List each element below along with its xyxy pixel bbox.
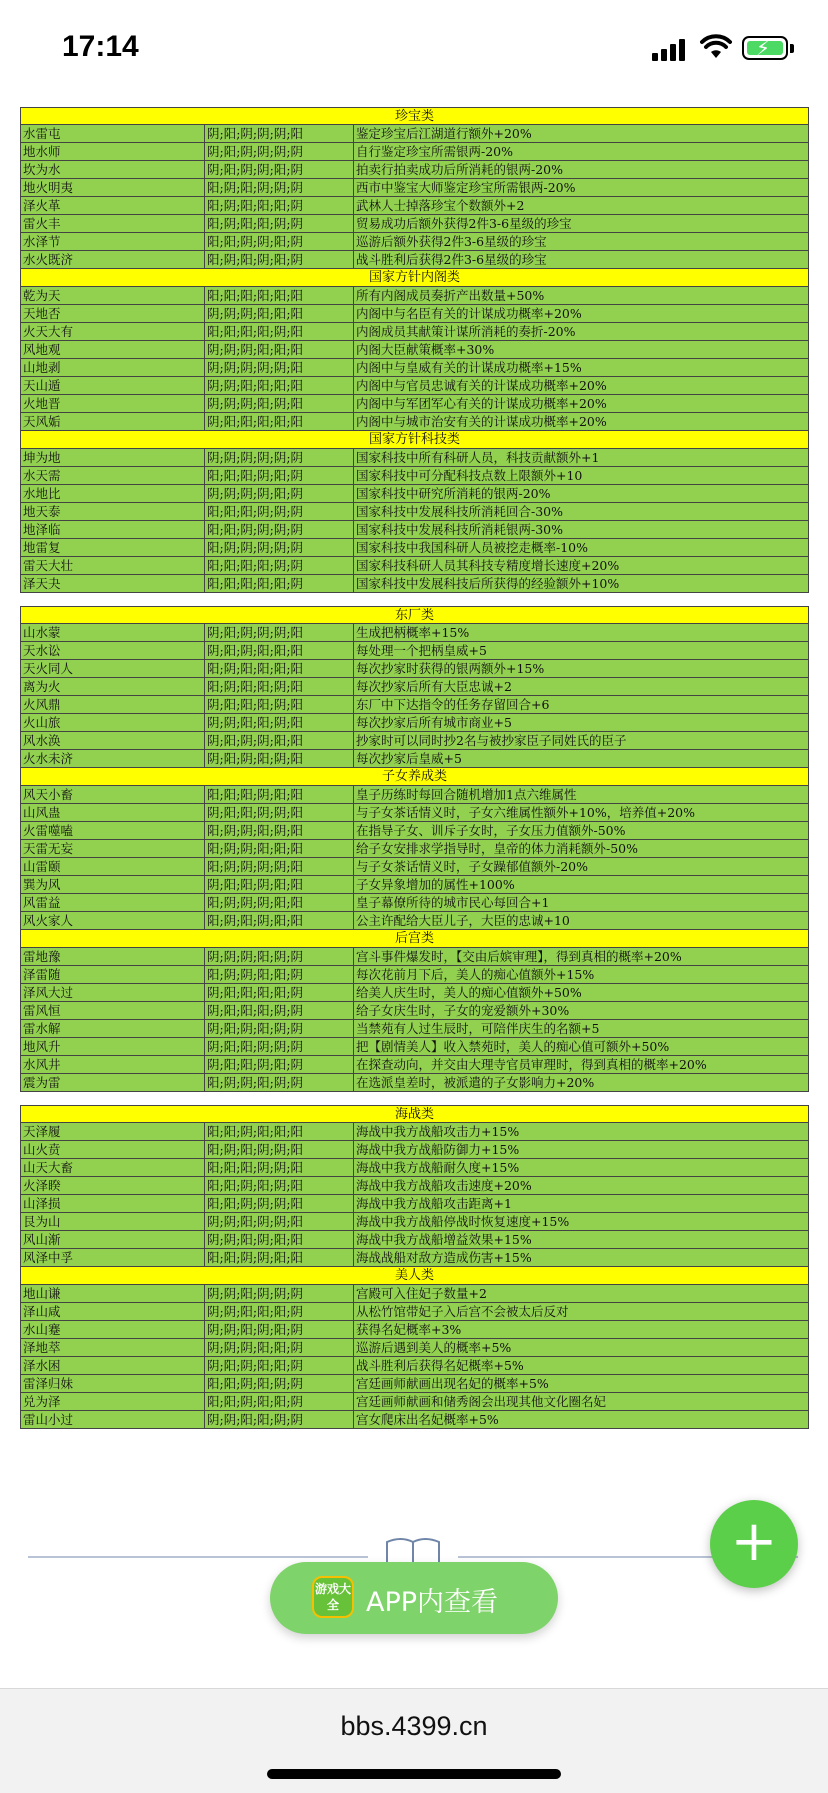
table-row <box>20 161 809 179</box>
table-row <box>20 539 809 557</box>
yinyang-pattern-cell: 阴;阳;阳;阳;阴;阴 <box>205 1002 354 1019</box>
effect-cell: 海战中我方战船攻击距离+1 <box>356 1196 512 1211</box>
hexagram-name-cell: 泽水困 <box>21 1357 205 1374</box>
hexagram-name-cell: 山火贲 <box>21 1141 205 1158</box>
table-row <box>20 1231 809 1249</box>
effect-cell: 巡游后额外获得2件3-6星级的珍宝 <box>356 234 547 249</box>
yinyang-pattern-cell: 阳;阴;阳;阳;阴;阳 <box>205 678 354 695</box>
yinyang-pattern-cell: 阳;阴;阴;阴;阴;阴 <box>205 539 354 556</box>
table-row <box>20 696 809 714</box>
hexagram-name-cell: 火天大有 <box>21 323 205 340</box>
yinyang-pattern-cell: 阳;阳;阳;阳;阴;阴 <box>205 557 354 574</box>
effect-cell: 内阁中与官员忠诚有关的计谋成功概率+20% <box>356 378 607 393</box>
hexagram-name-cell: 兑为泽 <box>21 1393 205 1410</box>
effect-cell: 每次抄家后皇威+5 <box>356 751 462 766</box>
yinyang-pattern-cell: 阳;阳;阳;阳;阴;阳 <box>205 323 354 340</box>
section-header: 美人类 <box>20 1267 809 1285</box>
effect-cell: 宫廷画师献画和储秀阁会出现其他文化圈名妃 <box>356 1394 607 1409</box>
hexagram-name-cell: 山地剥 <box>21 359 205 376</box>
table-row <box>20 143 809 161</box>
hexagram-name-cell: 地风升 <box>21 1038 205 1055</box>
effect-cell: 内阁大臣献策概率+30% <box>356 342 495 357</box>
hexagram-name-cell: 雷地豫 <box>21 948 205 965</box>
hexagram-name-cell: 风山渐 <box>21 1231 205 1248</box>
yinyang-pattern-cell: 阴;阳;阴;阳;阳;阴 <box>205 1357 354 1374</box>
hexagram-name-cell: 天泽履 <box>21 1123 205 1140</box>
charging-bolt-icon: ⚡ <box>756 36 771 60</box>
yinyang-pattern-cell: 阳;阳;阴;阴;阳;阳 <box>205 1249 354 1266</box>
wifi-icon <box>700 34 732 60</box>
url-text[interactable]: bbs.4399.cn <box>340 1711 488 1741</box>
yinyang-pattern-cell: 阳;阳;阴;阳;阴;阴 <box>205 1375 354 1392</box>
yinyang-pattern-cell: 阳;阳;阳;阳;阳;阳 <box>205 287 354 304</box>
hexagram-name-cell: 地雷复 <box>21 539 205 556</box>
table-row <box>20 624 809 642</box>
hexagram-name-cell: 地火明夷 <box>21 179 205 196</box>
table-row <box>20 305 809 323</box>
effect-cell: 西市中鉴宝大师鉴定珍宝所需银两-20% <box>356 180 576 195</box>
table-row <box>20 287 809 305</box>
effect-cell: 与子女茶话情义时，子女六维属性额外+10%，培养值+20% <box>356 805 696 820</box>
effect-cell: 宫殿可入住妃子数量+2 <box>356 1286 487 1301</box>
yinyang-pattern-cell: 阳;阴;阴;阳;阳;阳 <box>205 840 354 857</box>
yinyang-pattern-cell: 阴;阳;阳;阴;阳;阴 <box>205 1056 354 1073</box>
table-row <box>20 1249 809 1267</box>
effect-cell: 公主许配给大臣儿子，大臣的忠诚+10 <box>356 913 570 928</box>
hexagram-name-cell: 泽火革 <box>21 197 205 214</box>
hexagram-name-cell: 天风姤 <box>21 413 205 430</box>
hexagram-name-cell: 泽天夬 <box>21 575 205 592</box>
divider-left <box>28 1556 368 1558</box>
table-row <box>20 1357 809 1375</box>
effect-cell: 国家科技中发展科技所消耗回合-30% <box>356 504 564 519</box>
hexagram-name-cell: 火山旅 <box>21 714 205 731</box>
table-row <box>20 966 809 984</box>
hexagram-name-cell: 水泽节 <box>21 233 205 250</box>
table-row <box>20 1303 809 1321</box>
hexagram-name-cell: 雷火丰 <box>21 215 205 232</box>
table-row <box>20 1393 809 1411</box>
hexagram-name-cell: 乾为天 <box>21 287 205 304</box>
effect-cell: 国家科技中我国科研人员被挖走概率-10% <box>356 540 589 555</box>
yinyang-pattern-cell: 阳;阴;阴;阴;阴;阳 <box>205 858 354 875</box>
yinyang-pattern-cell: 阴;阳;阴;阴;阳;阳 <box>205 732 354 749</box>
table-row <box>20 714 809 732</box>
hexagram-name-cell: 泽地萃 <box>21 1339 205 1356</box>
table-row <box>20 575 809 593</box>
effect-cell: 与子女茶话情义时，子女躁郁值额外-20% <box>356 859 589 874</box>
hexagram-name-cell: 风地观 <box>21 341 205 358</box>
yinyang-pattern-cell: 阴;阴;阳;阳;阴;阴 <box>205 1411 354 1428</box>
hexagram-name-cell: 天水讼 <box>21 642 205 659</box>
table-row <box>20 1020 809 1038</box>
table-row <box>20 1038 809 1056</box>
effect-cell: 当禁苑有人过生辰时，可陪伴庆生的名额+5 <box>356 1021 600 1036</box>
section-header: 珍宝类 <box>20 107 809 125</box>
yinyang-pattern-cell: 阴;阴;阳;阴;阳;阴 <box>205 1321 354 1338</box>
plus-icon: + <box>730 1509 778 1574</box>
hexagram-name-cell: 天雷无妄 <box>21 840 205 857</box>
effect-cell: 在选派皇差时，被派遣的子女影响力+20% <box>356 1075 595 1090</box>
effect-cell: 自行鉴定珍宝所需银两-20% <box>356 144 514 159</box>
table-row <box>20 503 809 521</box>
effect-cell: 海战中我方战船停战时恢复速度+15% <box>356 1214 570 1229</box>
table-row <box>20 251 809 269</box>
yinyang-pattern-cell: 阴;阴;阴;阴;阳;阴 <box>205 485 354 502</box>
hexagram-name-cell: 泽雷随 <box>21 966 205 983</box>
effect-cell: 每处理一个把柄皇威+5 <box>356 643 487 658</box>
effect-cell: 从松竹馆带妃子入后宫不会被太后反对 <box>356 1304 569 1319</box>
hexagram-name-cell: 水雷屯 <box>21 125 205 142</box>
yinyang-pattern-cell: 阳;阴;阳;阴;阴;阴 <box>205 179 354 196</box>
table-row <box>20 804 809 822</box>
table-row <box>20 1195 809 1213</box>
table-row <box>20 125 809 143</box>
table-row <box>20 1285 809 1303</box>
hexagram-name-cell: 坎为水 <box>21 161 205 178</box>
yinyang-pattern-cell: 阳;阴;阳;阴;阳;阳 <box>205 912 354 929</box>
effect-cell: 宫女爬床出名妃概率+5% <box>356 1412 499 1427</box>
table-row <box>20 660 809 678</box>
hexagram-name-cell: 雷泽归妹 <box>21 1375 205 1392</box>
hexagram-name-cell: 山风蛊 <box>21 804 205 821</box>
hexagram-name-cell: 震为雷 <box>21 1074 205 1091</box>
table-row <box>20 215 809 233</box>
effect-cell: 海战中我方战船耐久度+15% <box>356 1160 520 1175</box>
hexagram-name-cell: 山雷颐 <box>21 858 205 875</box>
table-row <box>20 984 809 1002</box>
effect-cell: 海战中我方战船攻击力+15% <box>356 1124 520 1139</box>
hexagram-name-cell: 火雷噬嗑 <box>21 822 205 839</box>
effect-cell: 每次花前月下后，美人的痴心值额外+15% <box>356 967 595 982</box>
effect-cell: 给美人庆生时，美人的痴心值额外+50% <box>356 985 582 1000</box>
table-row <box>20 894 809 912</box>
table-row <box>20 179 809 197</box>
hexagram-name-cell: 地山谦 <box>21 1285 205 1302</box>
yinyang-pattern-cell: 阴;阳;阳;阴;阴;阴 <box>205 1038 354 1055</box>
yinyang-pattern-cell: 阴;阴;阴;阳;阳;阳 <box>205 305 354 322</box>
effect-cell: 国家科技科研人员其科技专精度增长速度+20% <box>356 558 620 573</box>
yinyang-pattern-cell: 阴;阴;阳;阴;阳;阳 <box>205 1231 354 1248</box>
effect-cell: 在探查动向，并交由大理寺官员审理时，得到真相的概率+20% <box>356 1057 707 1072</box>
table-row <box>20 1159 809 1177</box>
table-row <box>20 341 809 359</box>
table-row <box>20 233 809 251</box>
effect-cell: 生成把柄概率+15% <box>356 625 470 640</box>
table-row <box>20 395 809 413</box>
section-header: 国家方针科技类 <box>20 431 809 449</box>
hexagram-name-cell: 雷风恒 <box>21 1002 205 1019</box>
table-row <box>20 359 809 377</box>
table-row <box>20 840 809 858</box>
add-fab-button[interactable] <box>710 1500 798 1588</box>
effect-cell: 海战中我方战船增益效果+15% <box>356 1232 532 1247</box>
hexagram-name-cell: 天山遁 <box>21 377 205 394</box>
yinyang-pattern-cell: 阳;阴;阳;阳;阴;阴 <box>205 215 354 232</box>
hexagram-name-cell: 风泽中孚 <box>21 1249 205 1266</box>
effect-cell: 鉴定珍宝后江湖道行额外+20% <box>356 126 532 141</box>
table-row <box>20 1411 809 1429</box>
hexagram-name-cell: 雷天大壮 <box>21 557 205 574</box>
effect-cell: 海战中我方战船攻击速度+20% <box>356 1178 532 1193</box>
table-row <box>20 1321 809 1339</box>
effect-cell: 国家科技中研究所消耗的银两-20% <box>356 486 551 501</box>
hexagram-name-cell: 山天大畜 <box>21 1159 205 1176</box>
yinyang-pattern-cell: 阴;阳;阴;阳;阴;阴 <box>205 1020 354 1037</box>
yinyang-pattern-cell: 阳;阳;阳;阴;阴;阴 <box>205 503 354 520</box>
table-row <box>20 1141 809 1159</box>
open-in-app-label: APP内查看 <box>366 1587 499 1618</box>
app-logo-icon: 游戏大全 <box>312 1576 354 1618</box>
table-row <box>20 876 809 894</box>
table-row <box>20 1339 809 1357</box>
yinyang-pattern-cell: 阴;阳;阳;阳;阴;阳 <box>205 696 354 713</box>
table-row <box>20 822 809 840</box>
yinyang-pattern-cell: 阴;阳;阴;阴;阴;阳 <box>205 624 354 641</box>
browser-url-bar[interactable] <box>0 1688 828 1793</box>
effect-cell: 武林人士掉落珍宝个数额外+2 <box>356 198 525 213</box>
effect-cell: 东厂中下达指令的任务存留回合+6 <box>356 697 550 712</box>
yinyang-pattern-cell: 阳;阴;阳;阴;阴;阳 <box>205 1141 354 1158</box>
yinyang-pattern-cell: 阳;阴;阴;阳;阴;阴 <box>205 1074 354 1091</box>
effect-cell: 把【剧情美人】收入禁苑时，美人的痴心值可额外+50% <box>356 1039 670 1054</box>
yinyang-pattern-cell: 阳;阳;阴;阳;阳;阴 <box>205 1393 354 1410</box>
hexagram-name-cell: 天地否 <box>21 305 205 322</box>
effect-cell: 抄家时可以同时抄2名与被抄家臣子同姓氏的臣子 <box>356 733 627 748</box>
effect-cell: 贸易成功后额外获得2件3-6星级的珍宝 <box>356 216 572 231</box>
hexagram-name-cell: 地天泰 <box>21 503 205 520</box>
hexagram-name-cell: 风火家人 <box>21 912 205 929</box>
hexagram-name-cell: 艮为山 <box>21 1213 205 1230</box>
yinyang-pattern-cell: 阴;阳;阴;阴;阴;阴 <box>205 143 354 160</box>
clock: 17:14 <box>62 30 139 63</box>
hexagram-name-cell: 水风井 <box>21 1056 205 1073</box>
table-row <box>20 413 809 431</box>
yinyang-pattern-cell: 阳;阳;阳;阴;阳;阳 <box>205 786 354 803</box>
effect-cell: 获得名妃概率+3% <box>356 1322 462 1337</box>
hexagram-name-cell: 山泽损 <box>21 1195 205 1212</box>
effect-cell: 每次抄家时获得的银两额外+15% <box>356 661 545 676</box>
yinyang-pattern-cell: 阳;阴;阳;阳;阳;阳 <box>205 660 354 677</box>
hexagram-name-cell: 山水蒙 <box>21 624 205 641</box>
hexagram-name-cell: 泽风大过 <box>21 984 205 1001</box>
table-row <box>20 732 809 750</box>
yinyang-pattern-cell: 阳;阳;阴;阴;阳;阴 <box>205 233 354 250</box>
yinyang-pattern-cell: 阴;阴;阳;阴;阴;阳 <box>205 1213 354 1230</box>
hexagram-name-cell: 泽山咸 <box>21 1303 205 1320</box>
yinyang-pattern-cell: 阴;阴;阴;阳;阳;阳 <box>205 341 354 358</box>
open-in-app-button[interactable] <box>270 1562 558 1634</box>
hexagram-name-cell: 风雷益 <box>21 894 205 911</box>
section-header: 海战类 <box>20 1105 809 1123</box>
yinyang-pattern-cell: 阳;阳;阴;阳;阴;阳 <box>205 1177 354 1194</box>
hexagram-name-cell: 风水涣 <box>21 732 205 749</box>
yinyang-pattern-cell: 阳;阳;阳;阴;阳;阴 <box>205 467 354 484</box>
table-row <box>20 1002 809 1020</box>
cellular-signal-icon <box>652 37 688 61</box>
table-row <box>20 1375 809 1393</box>
table-row <box>20 948 809 966</box>
hexagram-name-cell: 水火既济 <box>21 251 205 268</box>
hexagram-name-cell: 地水师 <box>21 143 205 160</box>
effect-cell: 巡游后遇到美人的概率+5% <box>356 1340 512 1355</box>
yinyang-pattern-cell: 阳;阴;阴;阴;阳;阳 <box>205 894 354 911</box>
yinyang-pattern-cell: 阴;阴;阴;阳;阴;阴 <box>205 948 354 965</box>
section-gap <box>20 593 809 606</box>
table-row <box>20 858 809 876</box>
yinyang-pattern-cell: 阳;阳;阴;阴;阴;阴 <box>205 521 354 538</box>
table-row <box>20 750 809 768</box>
effect-cell: 宫廷画师献画出现名妃的概率+5% <box>356 1376 549 1391</box>
hexagram-name-cell: 雷山小过 <box>21 1411 205 1428</box>
section-header: 子女养成类 <box>20 768 809 786</box>
yinyang-pattern-cell: 阴;阳;阳;阴;阴;阳 <box>205 804 354 821</box>
table-row <box>20 642 809 660</box>
section-gap <box>20 1092 809 1105</box>
yinyang-pattern-cell: 阳;阳;阴;阳;阳;阳 <box>205 1123 354 1140</box>
yinyang-pattern-cell: 阴;阳;阳;阴;阳;阳 <box>205 876 354 893</box>
effect-cell: 子女异象增加的属性+100% <box>356 877 515 892</box>
effect-cell: 国家科技中所有科研人员，科技贡献额外+1 <box>356 450 600 465</box>
effect-cell: 皇子幕僚所待的城市民心每回合+1 <box>356 895 550 910</box>
table-row <box>20 323 809 341</box>
yinyang-pattern-cell: 阴;阴;阴;阳;阳;阴 <box>205 1339 354 1356</box>
hexagram-name-cell: 天火同人 <box>21 660 205 677</box>
yinyang-pattern-cell: 阴;阳;阴;阴;阳;阴 <box>205 161 354 178</box>
section-header: 后宫类 <box>20 930 809 948</box>
table-row <box>20 467 809 485</box>
yinyang-pattern-cell: 阴;阳;阳;阳;阳;阴 <box>205 984 354 1001</box>
hexagram-name-cell: 地泽临 <box>21 521 205 538</box>
yinyang-pattern-cell: 阳;阳;阳;阴;阴;阳 <box>205 1159 354 1176</box>
effect-cell: 每次抄家后所有城市商业+5 <box>356 715 512 730</box>
hexagram-name-cell: 火地晋 <box>21 395 205 412</box>
effect-cell: 内阁中与皇威有关的计谋成功概率+15% <box>356 360 582 375</box>
hexagram-name-cell: 火泽睽 <box>21 1177 205 1194</box>
table-row <box>20 485 809 503</box>
effect-cell: 在指导子女、训斥子女时，子女压力值额外-50% <box>356 823 626 838</box>
hexagram-name-cell: 离为火 <box>21 678 205 695</box>
hexagram-name-cell: 水山蹇 <box>21 1321 205 1338</box>
yinyang-pattern-cell: 阳;阳;阴;阴;阴;阳 <box>205 1195 354 1212</box>
yinyang-pattern-cell: 阴;阳;阴;阴;阴;阳 <box>205 125 354 142</box>
home-indicator[interactable] <box>267 1769 561 1779</box>
hexagram-name-cell: 火风鼎 <box>21 696 205 713</box>
table-row <box>20 1074 809 1092</box>
battery-cap <box>790 44 794 53</box>
yinyang-pattern-cell: 阳;阴;阴;阳;阴;阳 <box>205 822 354 839</box>
table-row <box>20 1123 809 1141</box>
table-row <box>20 1213 809 1231</box>
table-row <box>20 912 809 930</box>
yinyang-pattern-cell: 阴;阴;阳;阳;阳;阴 <box>205 1303 354 1320</box>
yinyang-pattern-cell: 阳;阴;阳;阳;阳;阴 <box>205 197 354 214</box>
effect-cell: 宫斗事件爆发时，【交由后嫔审理】，得到真相的概率+20% <box>356 949 682 964</box>
table-row <box>20 786 809 804</box>
effect-cell: 国家科技中发展科技后所获得的经验额外+10% <box>356 576 620 591</box>
effect-cell: 国家科技中可分配科技点数上限额外+10 <box>356 468 583 483</box>
yinyang-pattern-cell: 阳;阴;阳;阴;阳;阴 <box>205 251 354 268</box>
table-row <box>20 1177 809 1195</box>
hexagram-table <box>20 107 809 1429</box>
table-row <box>20 449 809 467</box>
effect-cell: 每次抄家后所有大臣忠诚+2 <box>356 679 512 694</box>
hexagram-name-cell: 坤为地 <box>21 449 205 466</box>
status-bar <box>0 0 828 96</box>
effect-cell: 战斗胜利后获得名妃概率+5% <box>356 1358 524 1373</box>
hexagram-name-cell: 风天小畜 <box>21 786 205 803</box>
yinyang-pattern-cell: 阴;阴;阳;阴;阴;阴 <box>205 1285 354 1302</box>
section-header: 国家方针内阁类 <box>20 269 809 287</box>
effect-cell: 海战战船对敌方造成伤害+15% <box>356 1250 532 1265</box>
table-row <box>20 557 809 575</box>
effect-cell: 给子女安排求学指导时，皇帝的体力消耗额外-50% <box>356 841 639 856</box>
hexagram-name-cell: 火水未济 <box>21 750 205 767</box>
effect-cell: 皇子历练时每回合随机增加1点六维属性 <box>356 787 577 802</box>
effect-cell: 内阁中与军团军心有关的计谋成功概率+20% <box>356 396 607 411</box>
yinyang-pattern-cell: 阴;阳;阴;阳;阴;阳 <box>205 750 354 767</box>
yinyang-pattern-cell: 阳;阴;阴;阳;阳;阴 <box>205 966 354 983</box>
effect-cell: 拍卖行拍卖成功后所消耗的银两-20% <box>356 162 564 177</box>
effect-cell: 所有内阁成员奏折产出数量+50% <box>356 288 545 303</box>
yinyang-pattern-cell: 阴;阴;阴;阴;阴;阴 <box>205 449 354 466</box>
effect-cell: 给子女庆生时，子女的宠爱额外+30% <box>356 1003 570 1018</box>
table-row <box>20 521 809 539</box>
effect-cell: 内阁中与城市治安有关的计谋成功概率+20% <box>356 414 607 429</box>
yinyang-pattern-cell: 阴;阴;阳;阳;阴;阳 <box>205 714 354 731</box>
section-header: 东厂类 <box>20 606 809 624</box>
effect-cell: 国家科技中发展科技所消耗银两-30% <box>356 522 564 537</box>
hexagram-name-cell: 雷水解 <box>21 1020 205 1037</box>
yinyang-pattern-cell: 阴;阳;阳;阳;阳;阳 <box>205 413 354 430</box>
hexagram-name-cell: 水地比 <box>21 485 205 502</box>
yinyang-pattern-cell: 阴;阴;阳;阳;阳;阳 <box>205 377 354 394</box>
effect-cell: 内阁成员其献策计谋所消耗的奏折-20% <box>356 324 576 339</box>
table-row <box>20 197 809 215</box>
effect-cell: 内阁中与名臣有关的计谋成功概率+20% <box>356 306 582 321</box>
table-row <box>20 1056 809 1074</box>
yinyang-pattern-cell: 阴;阴;阴;阳;阴;阳 <box>205 395 354 412</box>
table-row <box>20 377 809 395</box>
yinyang-pattern-cell: 阴;阴;阴;阴;阴;阳 <box>205 359 354 376</box>
effect-cell: 战斗胜利后获得2件3-6星级的珍宝 <box>356 252 547 267</box>
effect-cell: 海战中我方战船防御力+15% <box>356 1142 520 1157</box>
yinyang-pattern-cell: 阴;阳;阴;阳;阳;阳 <box>205 642 354 659</box>
hexagram-name-cell: 巽为风 <box>21 876 205 893</box>
hexagram-name-cell: 水天需 <box>21 467 205 484</box>
yinyang-pattern-cell: 阳;阳;阳;阳;阳;阴 <box>205 575 354 592</box>
table-row <box>20 678 809 696</box>
